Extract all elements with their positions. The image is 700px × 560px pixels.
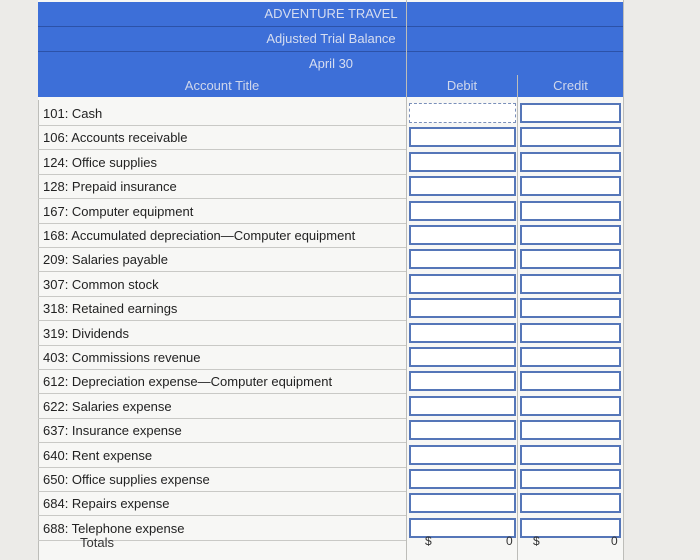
company-name: ADVENTURE TRAVEL <box>38 2 624 27</box>
account-row-label: 403: Commissions revenue <box>38 346 406 370</box>
statement-date: April 30 <box>38 52 624 77</box>
account-row-label: 128: Prepaid insurance <box>38 175 406 199</box>
debit-header: Debit <box>407 75 517 97</box>
account-row-label: 318: Retained earnings <box>38 297 406 321</box>
credit-input[interactable] <box>520 176 621 196</box>
debit-input[interactable] <box>409 274 516 294</box>
credit-input[interactable] <box>520 152 621 172</box>
account-row-label: 101: Cash <box>38 102 406 126</box>
account-row-label: 319: Dividends <box>38 322 406 346</box>
account-row-label: 124: Office supplies <box>38 151 406 175</box>
credit-input[interactable] <box>520 127 621 147</box>
account-row-label: 168: Accumulated depreciation—Computer equipment <box>38 224 406 248</box>
debit-input[interactable] <box>409 469 516 489</box>
credit-input[interactable] <box>520 323 621 343</box>
credit-input[interactable] <box>520 103 621 123</box>
credit-header: Credit <box>518 75 623 97</box>
debit-input[interactable] <box>409 371 516 391</box>
divider <box>623 0 624 560</box>
credit-input[interactable] <box>520 201 621 221</box>
debit-input[interactable] <box>409 298 516 318</box>
divider <box>517 75 518 560</box>
account-row-label: 684: Repairs expense <box>38 492 406 516</box>
debit-input[interactable] <box>409 347 516 367</box>
debit-input[interactable] <box>409 225 516 245</box>
credit-input[interactable] <box>520 298 621 318</box>
debit-input[interactable] <box>409 396 516 416</box>
credit-total: 0 <box>611 534 618 548</box>
totals-label: Totals <box>80 535 114 550</box>
credit-input[interactable] <box>520 420 621 440</box>
debit-input[interactable] <box>409 420 516 440</box>
credit-input[interactable] <box>520 469 621 489</box>
debit-input[interactable] <box>409 493 516 513</box>
account-row-label: 209: Salaries payable <box>38 248 406 272</box>
debit-input[interactable] <box>409 445 516 465</box>
credit-input[interactable] <box>520 396 621 416</box>
statement-title: Adjusted Trial Balance <box>38 27 624 52</box>
account-row-label: 622: Salaries expense <box>38 395 406 419</box>
account-row-label: 307: Common stock <box>38 273 406 297</box>
account-row-label: 637: Insurance expense <box>38 419 406 443</box>
debit-input[interactable] <box>409 127 516 147</box>
debit-input[interactable] <box>409 201 516 221</box>
debit-input[interactable] <box>409 152 516 172</box>
account-row-label: 106: Accounts receivable <box>38 126 406 150</box>
credit-input[interactable] <box>520 445 621 465</box>
credit-input[interactable] <box>520 225 621 245</box>
account-row-label: 167: Computer equipment <box>38 200 406 224</box>
credit-input[interactable] <box>520 493 621 513</box>
debit-total: 0 <box>506 534 513 548</box>
debit-input[interactable] <box>409 323 516 343</box>
debit-input[interactable] <box>409 103 516 123</box>
credit-input[interactable] <box>520 274 621 294</box>
credit-input[interactable] <box>520 371 621 391</box>
credit-input[interactable] <box>520 249 621 269</box>
debit-input[interactable] <box>409 249 516 269</box>
debit-currency: $ <box>425 534 432 548</box>
debit-input[interactable] <box>409 176 516 196</box>
credit-currency: $ <box>533 534 540 548</box>
account-row-label: 612: Depreciation expense—Computer equipment <box>38 370 406 394</box>
account-row-label: 688: Telephone expense <box>38 517 406 541</box>
account-row-label: 650: Office supplies expense <box>38 468 406 492</box>
account-row-label: 640: Rent expense <box>38 444 406 468</box>
divider <box>406 0 407 560</box>
credit-input[interactable] <box>520 347 621 367</box>
account-title-header: Account Title <box>38 75 406 97</box>
